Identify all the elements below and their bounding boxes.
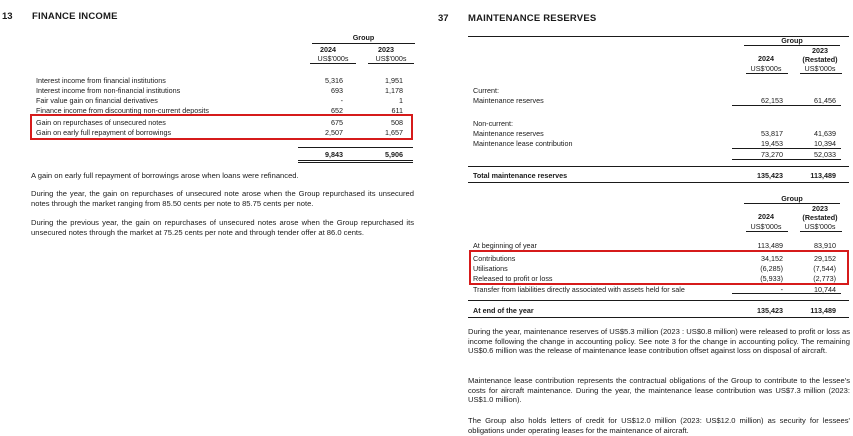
table-cell: 113,489 xyxy=(757,242,783,250)
end-total-2024: 135,423 xyxy=(757,306,783,315)
table-cell: 83,910 xyxy=(814,242,836,250)
table-row-label: Gain on repurchases of unsecured notes xyxy=(36,118,166,127)
table-row-label: Interest income from non-financial institutions xyxy=(36,86,181,95)
table-cell: - xyxy=(340,96,343,105)
table-row-label: Released to profit or loss xyxy=(473,274,553,283)
table-cell: 1,178 xyxy=(385,86,403,95)
table-cell: 29,152 xyxy=(814,254,836,263)
total-2024: 9,843 xyxy=(325,150,343,159)
table-row-label: Finance income from discounting non-current deposits xyxy=(36,106,209,114)
section-number-37: 37 xyxy=(438,13,449,24)
col-year-2023: 2023 xyxy=(812,204,828,213)
table-row-label: Contributions xyxy=(473,254,516,263)
total-2023: 113,489 xyxy=(810,171,836,180)
end-total-2023: 113,489 xyxy=(810,306,836,315)
table-row-label: Transfer from liabilities directly associated with assets held for sale xyxy=(473,285,685,293)
label-non-current: Non-current: xyxy=(473,119,513,128)
col-year-2024: 2024 xyxy=(758,54,774,63)
table-cell: (6,285) xyxy=(760,264,783,273)
table-row-label: Interest income from financial institutions xyxy=(36,76,166,85)
table-cell: 61,456 xyxy=(814,96,836,105)
total-2024: 135,423 xyxy=(757,171,783,180)
table-cell: 1,951 xyxy=(385,76,403,85)
col-restated: (Restated) xyxy=(802,213,838,222)
table-cell: 41,639 xyxy=(814,129,836,138)
col-restated: (Restated) xyxy=(802,55,838,64)
table-cell: (5,933) xyxy=(760,274,783,283)
col-unit-2023: US$'000s xyxy=(804,64,836,73)
table-cell: 19,453 xyxy=(761,139,783,148)
table-row-label: Maintenance reserves xyxy=(473,96,544,105)
table-cell: (2,773) xyxy=(813,274,836,283)
table-row-label: Gain on early full repayment of borrowings xyxy=(36,128,172,137)
col-unit-2024: US$'000s xyxy=(317,54,349,63)
col-year-2024: 2024 xyxy=(758,212,774,221)
col-year-2024: 2024 xyxy=(320,45,336,54)
col-year-2023: 2023 xyxy=(378,45,394,54)
table-cell: 34,152 xyxy=(761,254,783,263)
col-unit-2024: US$'000s xyxy=(750,64,782,73)
subtotal-2023: 52,033 xyxy=(814,150,836,159)
table-cell: 5,316 xyxy=(325,76,343,85)
paragraph: During the year, maintenance reserves of US$5.3 million (2023 : US$0.8 million) were released to profit or loss as income following the change in accounting policy. See note 3 for the change in accounting policy. The remaining US$0.6 million was the release of maintenance lease contribution offset against loss on disposal of aircraft. xyxy=(468,327,850,356)
table-cell: 2,507 xyxy=(325,128,343,137)
section-number-13: 13 xyxy=(2,11,13,22)
group-label: Group xyxy=(781,194,803,203)
paragraph: A gain on early full repayment of borrowings arose when loans were refinanced. xyxy=(31,171,299,180)
table-row-label: At beginning of year xyxy=(473,242,537,250)
paragraph: During the year, the gain on repurchases of unsecured note arose when the Group repurchased its unsecured notes through the market ranging from 85.50 cents per note to 85.75 cents per note. xyxy=(31,189,414,208)
table-row-label: Fair value gain on financial derivatives xyxy=(36,96,158,105)
table-row-label: Maintenance lease contribution xyxy=(473,139,573,148)
table-cell: 693 xyxy=(331,86,343,95)
paragraph: The Group also holds letters of credit for US$12.0 million (2023: US$12.0 million) as security for lessees' obligations under operating leases for the maintenance of aircraft. xyxy=(468,416,850,435)
table-cell: 62,153 xyxy=(761,96,783,105)
group-label: Group xyxy=(352,33,375,42)
col-unit-2023: US$'000s xyxy=(804,222,836,231)
table-cell: 1,657 xyxy=(385,128,403,137)
table-cell: 652 xyxy=(331,106,343,114)
table-cell: 53,817 xyxy=(761,129,783,138)
table-row-label: Maintenance reserves xyxy=(473,129,544,138)
table-cell: (7,544) xyxy=(813,264,836,273)
group-label: Group xyxy=(781,36,803,45)
table-cell: 1 xyxy=(399,96,403,105)
section-title-finance-income: FINANCE INCOME xyxy=(32,11,118,22)
total-label: Total maintenance reserves xyxy=(473,171,568,180)
label-current: Current: xyxy=(473,86,499,95)
col-unit-2023: US$'000s xyxy=(375,54,407,63)
table-cell: 10,394 xyxy=(814,139,836,148)
end-label: At end of the year xyxy=(473,306,534,315)
col-year-2023: 2023 xyxy=(812,46,828,55)
paragraph: Maintenance lease contribution represents the contractual obligations of the Group to contribute to the lessee's costs for aircraft maintenance. During the year, the maintenance lease contribution was US$7.3 million (2023: US$1.0 million). xyxy=(468,376,850,405)
table-cell: - xyxy=(780,285,783,293)
col-unit-2024: US$'000s xyxy=(750,222,782,231)
table-row-label: Utilisations xyxy=(473,264,508,273)
table-cell: 675 xyxy=(331,118,343,127)
table-cell: 10,744 xyxy=(814,285,836,293)
total-2023: 5,906 xyxy=(385,150,403,159)
paragraph: During the previous year, the gain on repurchases of unsecured notes arose when the Group repurchased its unsecured notes through the market at 75.25 cents per note and through tender offer at 86.0 cents. xyxy=(31,218,414,237)
table-cell: 508 xyxy=(391,118,403,127)
table-cell: 611 xyxy=(391,106,403,114)
section-title-maintenance-reserves: MAINTENANCE RESERVES xyxy=(468,13,597,24)
subtotal-2024: 73,270 xyxy=(761,150,783,159)
